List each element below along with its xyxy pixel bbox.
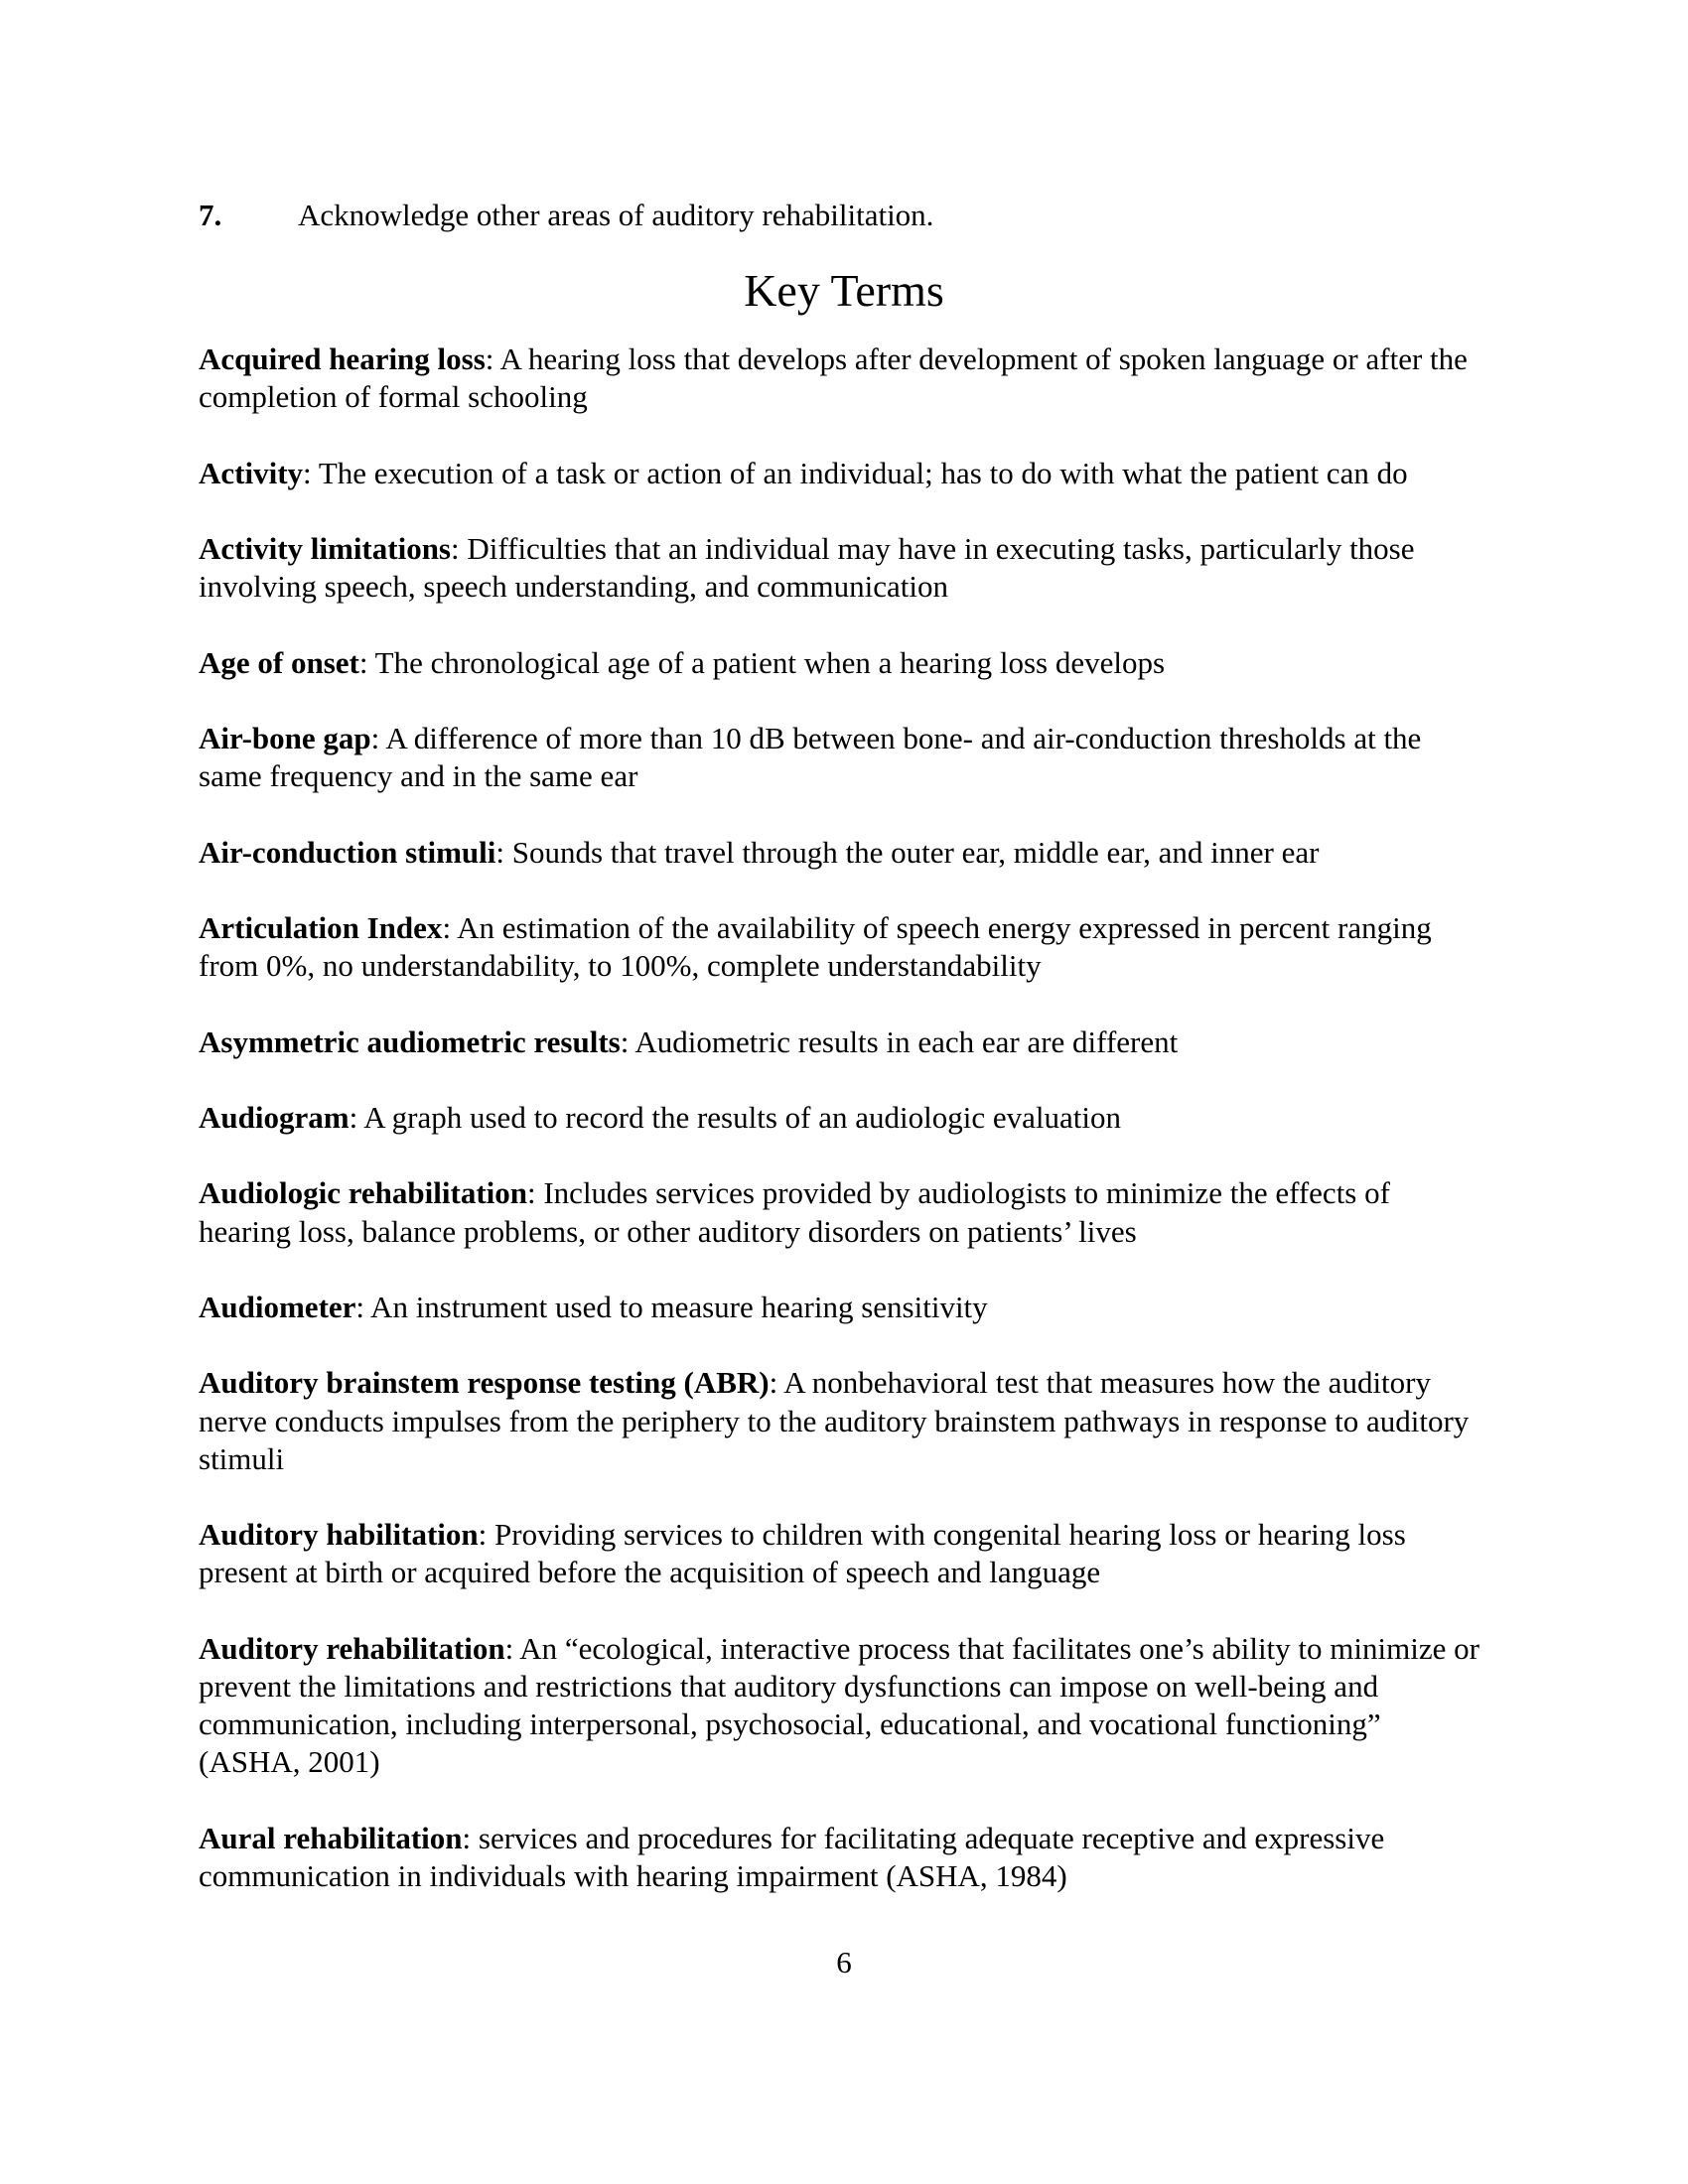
term-definition: : The execution of a task or action of an individual; has to do with what the patient can do <box>303 455 1408 490</box>
term-definition: : Audiometric results in each ear are different <box>620 1024 1179 1059</box>
term-word: Audiometer <box>199 1289 356 1324</box>
term-definition: : Difficulties that an individual may have in executing tasks, particularly those involving speech, speech understanding, and communication <box>199 530 1415 605</box>
term-entry <box>199 909 1489 985</box>
term-definition: : Sounds that travel through the outer ear, middle ear, and inner ear <box>495 834 1320 870</box>
term-definition: : Providing services to children with congenital hearing loss or hearing loss present at birth or acquired before the acquisition of speech and language <box>199 1517 1406 1590</box>
term-word: Air-conduction stimuli <box>199 834 496 870</box>
term-definition: : A difference of more than 10 dB between bone- and air-conduction thresholds at the same frequency and in the same ear <box>199 720 1422 794</box>
term-entry <box>199 720 1489 795</box>
term-definition: : services and procedures for facilitating adequate receptive and expressive communication in individuals with hearing impairment (ASHA, 1984) <box>199 1820 1385 1893</box>
term-word: Acquired hearing loss <box>199 341 486 376</box>
objective-text: Acknowledge other areas of auditory rehabilitation. <box>298 198 934 232</box>
term-entry <box>199 1174 1489 1250</box>
term-definition: : An instrument used to measure hearing sensitivity <box>355 1289 988 1324</box>
term-entry <box>199 455 1489 492</box>
term-entry <box>199 530 1489 606</box>
term-word: Auditory rehabilitation <box>199 1630 505 1666</box>
objective-number: 7. <box>199 198 222 232</box>
term-entry <box>199 1364 1489 1478</box>
term-definition: : An estimation of the availability of speech energy expressed in percent ranging from 0%, no understandability, to 100%, complete understandability <box>199 909 1432 984</box>
term-word: Activity <box>199 455 304 490</box>
term-word: Activity limitations <box>199 530 451 566</box>
key-terms-list <box>199 341 1489 1933</box>
term-entry <box>199 1024 1489 1061</box>
term-definition: : An “ecological, interactive process that facilitates one’s ability to minimize or prevent the limitations and restrictions that auditory dysfunctions can impose on well-being and communication, including interpersonal, psychosocial, educational, and vocational functioning” (ASHA, 2001) <box>199 1630 1479 1780</box>
term-entry <box>199 1820 1489 1895</box>
term-entry <box>199 1289 1489 1326</box>
term-word: Audiologic rehabilitation <box>199 1175 527 1211</box>
term-entry <box>199 644 1489 682</box>
term-word: Articulation Index <box>199 909 443 945</box>
term-entry <box>199 1516 1489 1591</box>
term-entry <box>199 341 1489 416</box>
term-word: Auditory brainstem response testing (ABR) <box>199 1365 770 1401</box>
term-entry <box>199 1099 1489 1137</box>
term-word: Aural rehabilitation <box>199 1820 463 1855</box>
term-word: Auditory habilitation <box>199 1517 479 1553</box>
term-word: Asymmetric audiometric results <box>199 1024 621 1059</box>
term-entry <box>199 834 1489 872</box>
term-definition: : A graph used to record the results of an audiologic evaluation <box>349 1099 1121 1135</box>
term-word: Air-bone gap <box>199 720 371 755</box>
term-entry <box>199 1630 1489 1782</box>
term-definition: : Includes services provided by audiologists to minimize the effects of hearing loss, balance problems, or other auditory disorders on patients’ lives <box>199 1175 1390 1249</box>
page-number: 6 <box>836 1945 852 1979</box>
objective-item <box>199 197 933 234</box>
term-word: Age of onset <box>199 644 359 680</box>
section-heading: Key Terms <box>744 265 944 316</box>
term-word: Audiogram <box>199 1099 350 1135</box>
term-definition: : A hearing loss that develops after development of spoken language or after the completion of formal schooling <box>199 341 1468 415</box>
term-definition: : A nonbehavioral test that measures how the auditory nerve conducts impulses from the periphery to the auditory brainstem pathways in response to auditory stimuli <box>199 1365 1470 1476</box>
term-definition: : The chronological age of a patient when a hearing loss develops <box>358 644 1166 680</box>
